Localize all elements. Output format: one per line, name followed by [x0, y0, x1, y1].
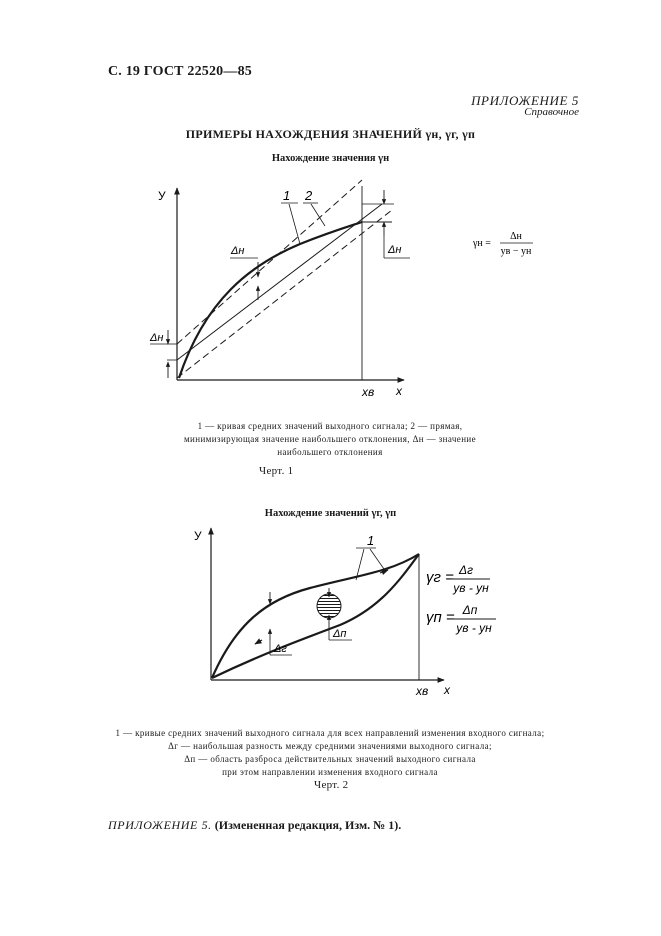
- figure1-caption: 1 — кривая средних значений выходного сигнала; 2 — прямая, минимизирующая значение наибольшего отклонения, Δн — значение наибольшего отклонения: [183, 421, 477, 457]
- fig2-y-label: У: [194, 529, 202, 543]
- fig2-formula-p-den: ув - ун: [456, 621, 492, 635]
- fig1-dashed-lower: [177, 210, 392, 378]
- fig1-formula-den: ув − ун: [500, 246, 532, 257]
- main-title: ПРИМЕРЫ НАХОЖДЕНИЯ ЗНАЧЕНИЙ γн, γг, γп: [185, 127, 476, 141]
- fig1-delta-left: Δн: [150, 332, 164, 344]
- appendix-subtitle: Справочное: [524, 106, 579, 118]
- figure2-caption: 1 — кривые средних значений выходного сигнала для всех направлений изменения входного сигнала; Δг — наибольшая разность между средними значениями выходного сигнала; Δп — область разброса действительных значений выходного сигнала при этом направлении изменения входного сигнала: [115, 728, 545, 777]
- page-header: С. 19 ГОСТ 22520—85: [108, 64, 252, 79]
- fig1-label-1: 1: [283, 188, 291, 203]
- fig2-delta-p-label: Δп: [333, 628, 347, 640]
- fig1-line-2: [177, 204, 382, 360]
- fig1-formula-num: Δн: [510, 231, 522, 242]
- figure1-subtitle: Нахождение значения γн: [271, 153, 390, 164]
- fig2-x-label: х: [444, 683, 450, 697]
- fig2-xv-label: хв: [416, 684, 429, 698]
- fig2-curve-upper: [212, 554, 419, 678]
- fig1-delta-mid: Δн: [231, 245, 245, 257]
- fig2-scatter-circle: [317, 594, 341, 618]
- figure2-subtitle: Нахождение значений γг, γп: [264, 508, 397, 519]
- fig1-x-label: х: [396, 384, 402, 398]
- fig2-curve-lower: [212, 554, 419, 678]
- fig1-label-2: 2: [305, 188, 313, 203]
- fig1-dashed-upper: [177, 180, 362, 344]
- fig2-delta-g-label: Δг: [274, 643, 287, 655]
- fig2-formula-p-num: Δп: [462, 603, 478, 617]
- fig2-formula-g-num: Δг: [459, 563, 473, 577]
- fig2-formula-p-lhs: γп =: [426, 609, 455, 626]
- fig1-formula-lhs: γн =: [473, 238, 491, 249]
- figure1-label: Черт. 1: [259, 465, 294, 477]
- fig2-formula-g-lhs: γг =: [426, 569, 454, 586]
- fig1-delta-right: Δн: [388, 244, 402, 256]
- fig1-xv-label: хв: [362, 385, 375, 399]
- footer-note: ПРИЛОЖЕНИЕ 5. (Измененная редакция, Изм. № 1).: [108, 818, 402, 832]
- figure2-label: Черт. 2: [314, 779, 349, 791]
- appendix-title: ПРИЛОЖЕНИЕ 5: [471, 93, 579, 108]
- fig2-formula-g-den: ув - ун: [453, 581, 489, 595]
- fig2-label-1: 1: [367, 533, 375, 548]
- fig1-y-label: У: [158, 189, 166, 203]
